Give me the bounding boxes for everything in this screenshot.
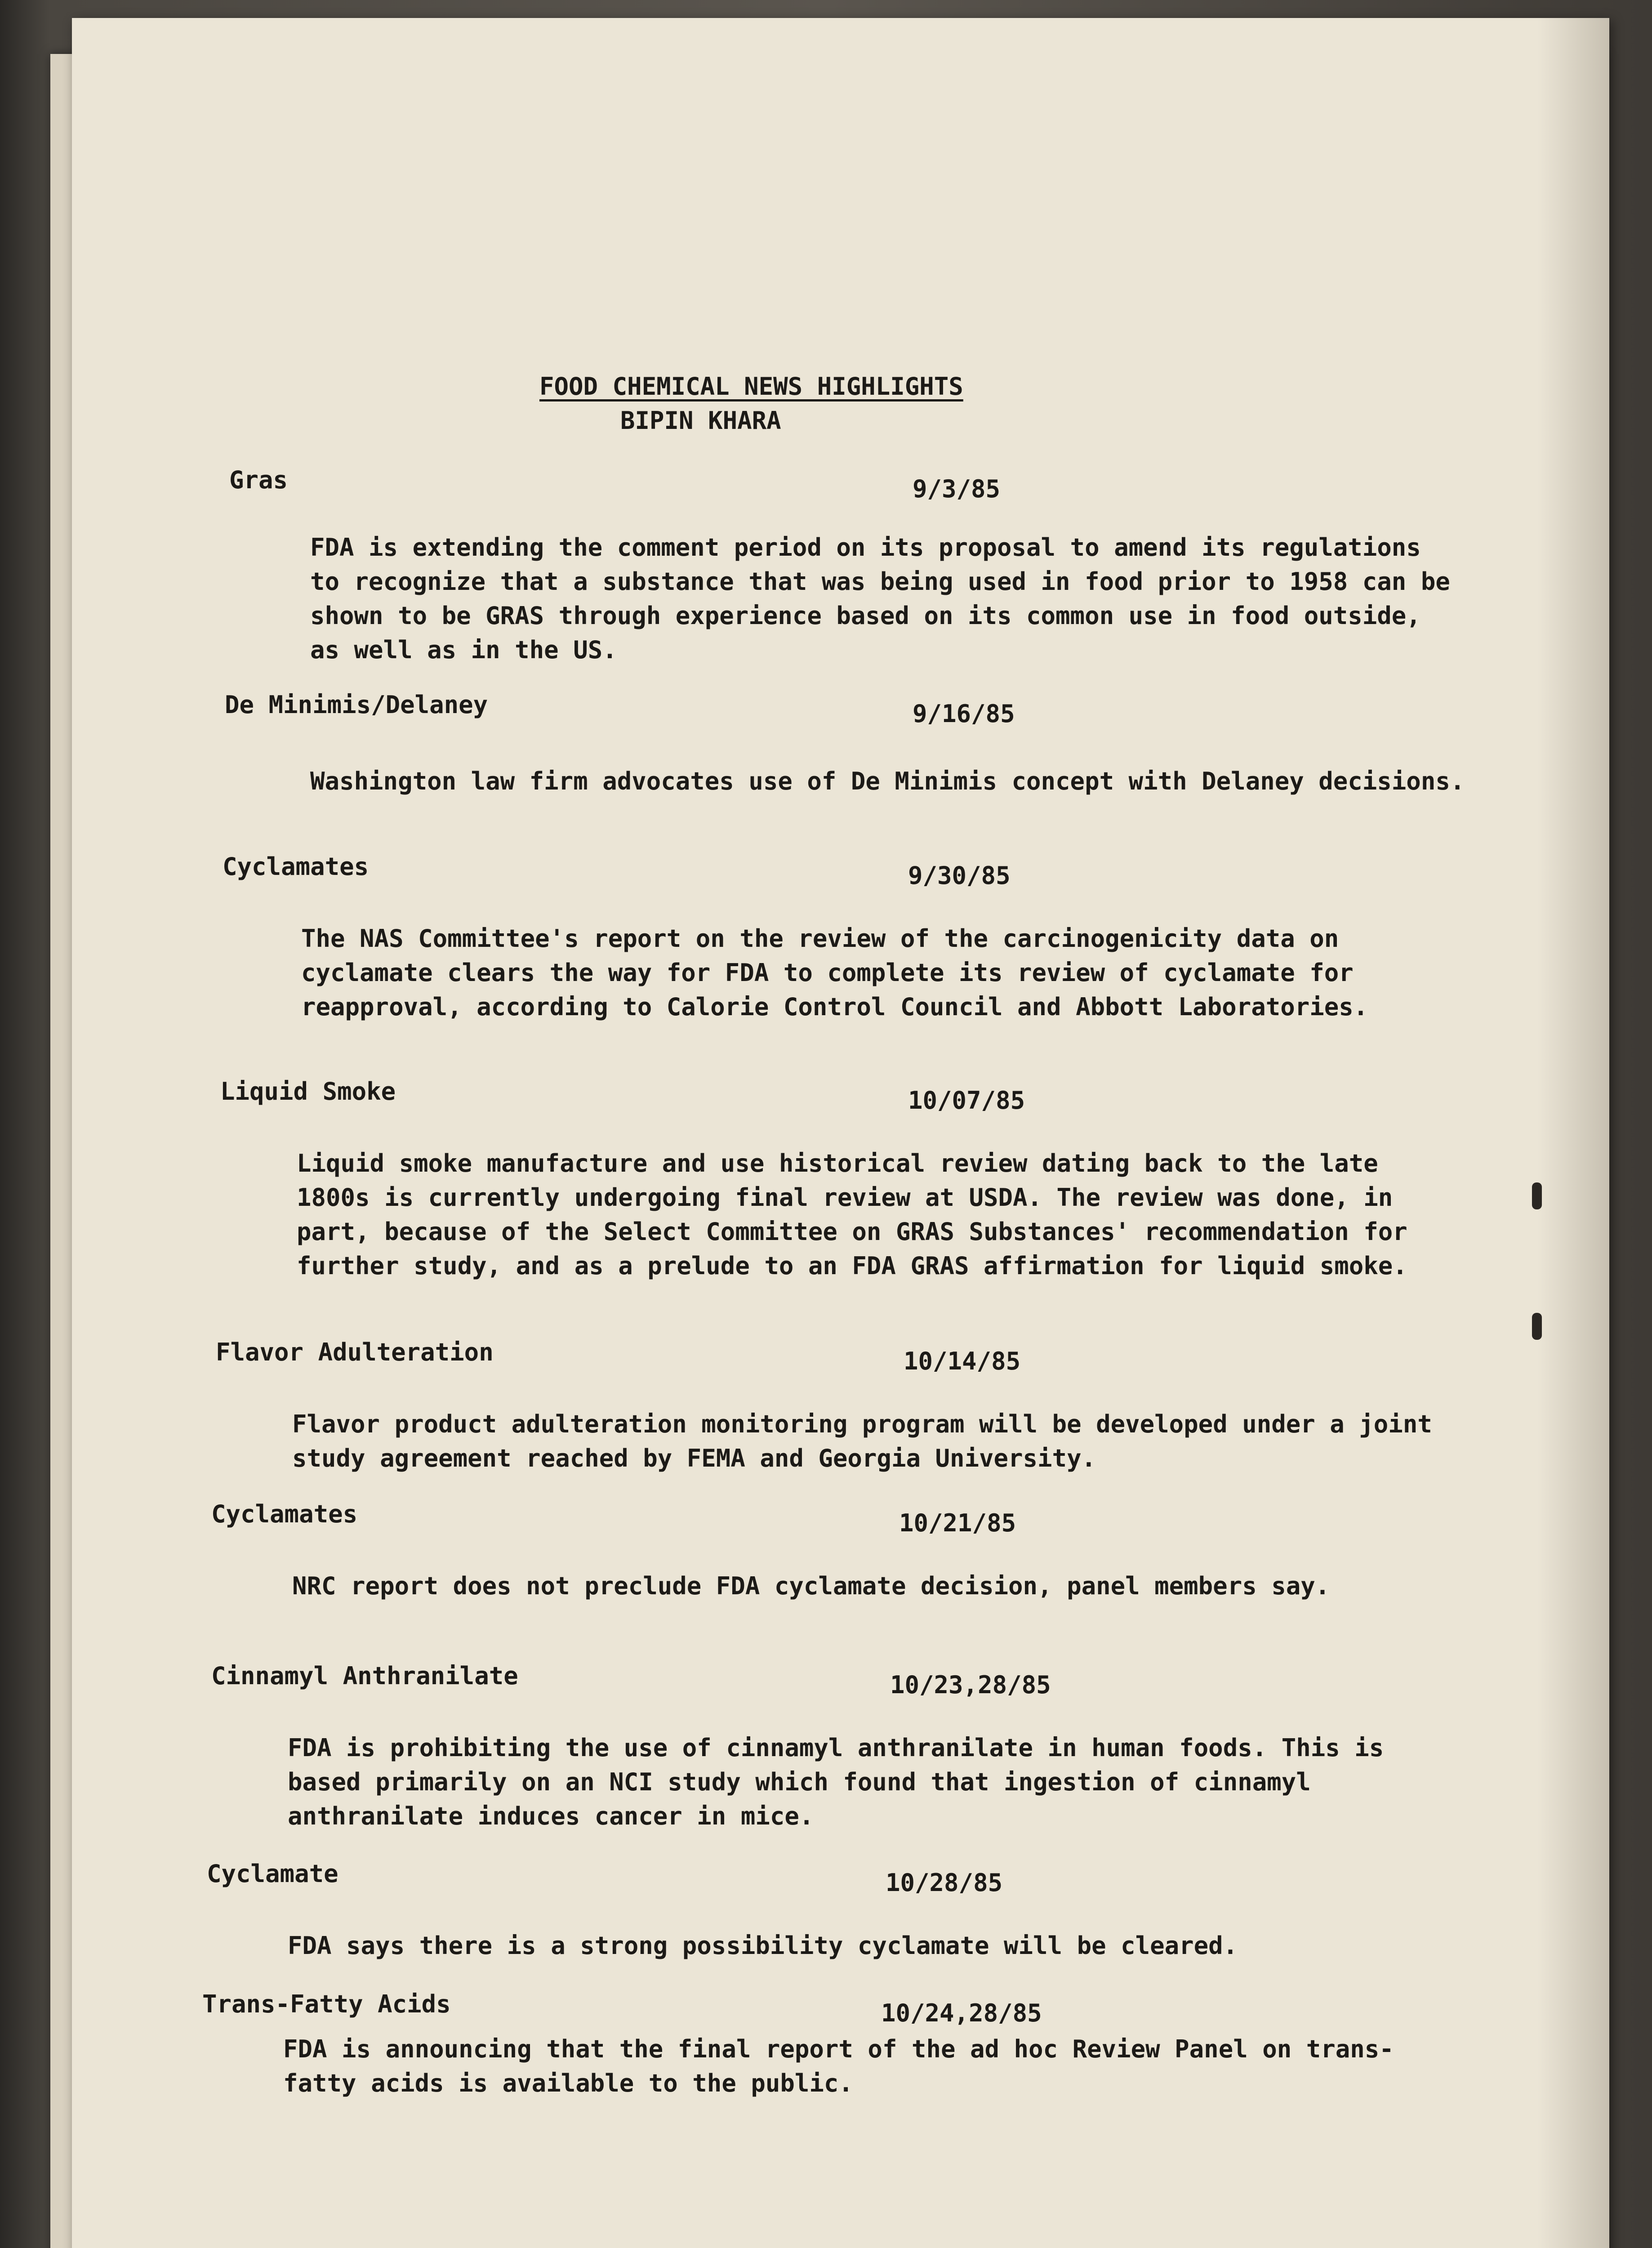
entry-text: The NAS Committee's report on the review of the carcinogenicity data on cyclamate clears the way for FDA to complete its review of cyclamate for reapproval, according to Calorie Control Council and Abbott Laboratories.	[301, 924, 1368, 1021]
entry-date: 9/30/85	[908, 861, 1011, 890]
entry-topic: Cyclamates	[223, 852, 369, 881]
entry-date: 10/24,28/85	[881, 1999, 1042, 2027]
entry-text: Washington law firm advocates use of De Minimis concept with Delaney decisions.	[310, 767, 1465, 795]
document-page	[72, 18, 1609, 2248]
entry-date: 10/23,28/85	[890, 1671, 1051, 1699]
entry-text: NRC report does not preclude FDA cyclamate decision, panel members say.	[292, 1572, 1330, 1600]
entry-date: 10/21/85	[899, 1509, 1016, 1537]
binding-ring-top	[1532, 1182, 1542, 1209]
binding-ring-bottom	[1532, 1313, 1542, 1340]
entry-date: 10/14/85	[904, 1347, 1021, 1375]
entry-topic: Liquid Smoke	[220, 1077, 396, 1106]
entry-topic: Flavor Adulteration	[216, 1338, 494, 1366]
entry-topic: Gras	[229, 466, 288, 494]
entry-date: 9/3/85	[913, 475, 1001, 503]
entry-date: 10/28/85	[886, 1869, 1003, 1897]
entry-text: Liquid smoke manufacture and use historical review dating back to the late 1800s is currently undergoing final review at USDA. The review was done, in part, because of the Select Committee on GRAS Substances' recommendation for further study, and as a prelude to an FDA GRAS affirmation for liquid smoke.	[297, 1149, 1407, 1280]
entry-text: FDA is extending the comment period on its proposal to amend its regulations to recognize that a substance that was being used in food prior to 1958 can be shown to be GRAS through experience based on its common use in food outside, as well as in the US.	[310, 533, 1450, 664]
page-title: FOOD CHEMICAL NEWS HIGHLIGHTS	[539, 372, 963, 401]
author-name: BIPIN KHARA	[620, 406, 781, 435]
entry-topic: Trans-Fatty Acids	[202, 1990, 451, 2018]
entry-text: Flavor product adulteration monitoring program will be developed under a joint study agreement reached by FEMA and Georgia University.	[292, 1410, 1432, 1472]
entry-date: 9/16/85	[913, 700, 1015, 728]
entry-topic: Cyclamates	[211, 1500, 358, 1528]
entry-topic: Cinnamyl Anthranilate	[211, 1662, 518, 1690]
entry-text: FDA is prohibiting the use of cinnamyl anthranilate in human foods. This is based primarily on an NCI study which found that ingestion of cinnamyl anthranilate induces cancer in mice.	[288, 1734, 1384, 1830]
entry-text: FDA is announcing that the final report of the ad hoc Review Panel on trans-fatty acids is available to the public.	[283, 2035, 1394, 2097]
entry-date: 10/07/85	[908, 1086, 1025, 1115]
entry-text: FDA says there is a strong possibility cyclamate will be cleared.	[288, 1931, 1238, 1960]
entry-topic: Cyclamate	[207, 1860, 338, 1888]
entry-topic: De Minimis/Delaney	[225, 691, 488, 719]
